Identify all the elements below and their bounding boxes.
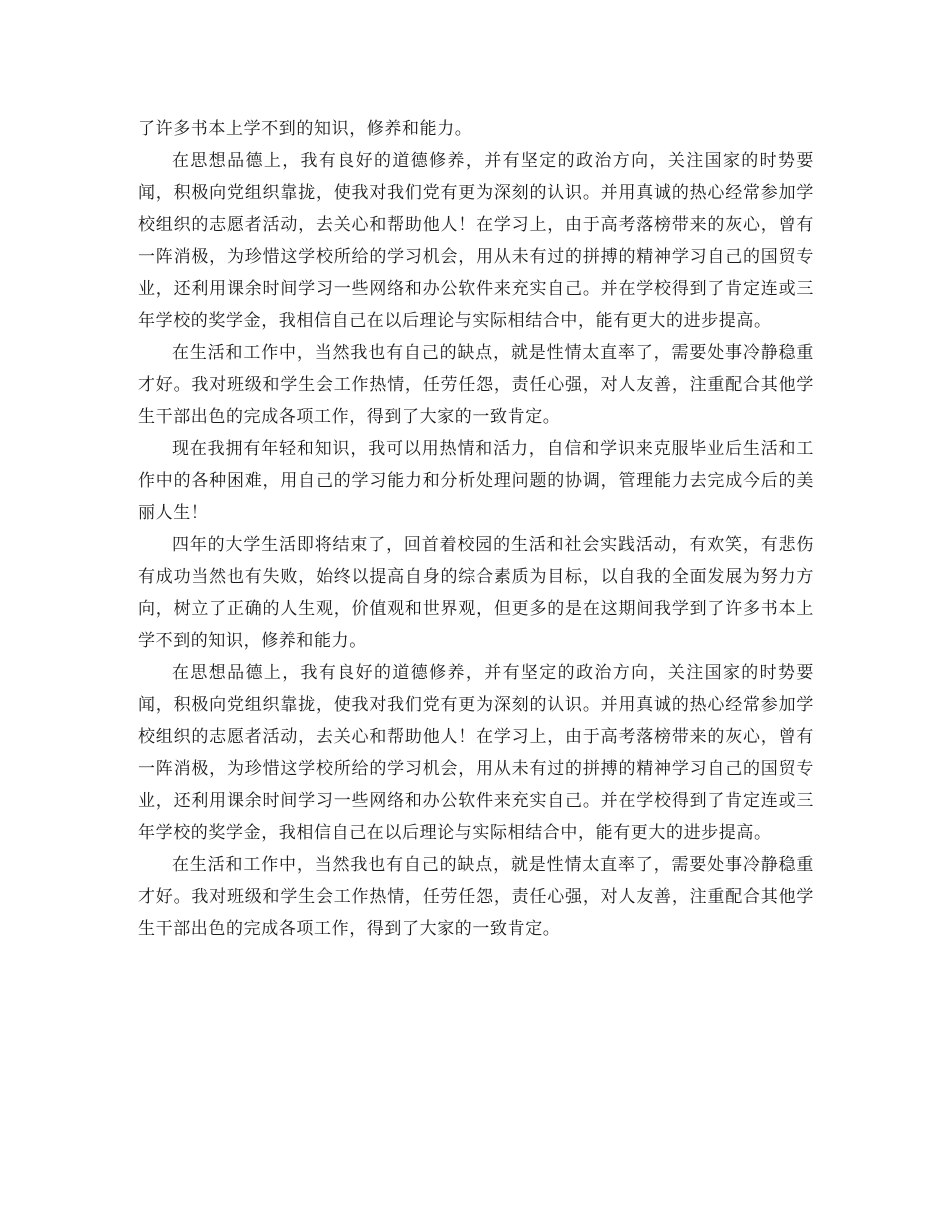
- paragraph-moral-study-repeat: 在思想品德上，我有良好的道德修养，并有坚定的政治方向，关注国家的时势要闻，积极向党组织靠拢，使我对我们党有更为深刻的认识。并用真诚的热心经常参加学校组织的志愿者活动，去关心和帮助他人！在学习上，由于高考落榜带来的灰心，曾有一阵消极，为珍惜这学校所给的学习机会，用从未有过的拼搏的精神学习自己的国贸专业，还利用课余时间学习一些网络和办公软件来充实自己。并在学校得到了肯定连或三年学校的奖学金，我相信自己在以后理论与实际相结合中，能有更大的进步提高。: [138, 663, 814, 843]
- document-body: [138, 113, 814, 945]
- paragraph-future: 现在我拥有年轻和知识，我可以用热情和活力，自信和学识来克服毕业后生活和工作中的各种困难，用自己的学习能力和分析处理问题的协调，管理能力去完成今后的美丽人生！: [138, 439, 814, 523]
- paragraph-continuation: 了许多书本上学不到的知识，修养和能力。: [138, 119, 473, 139]
- paragraph-university-summary: 四年的大学生活即将结束了，回首着校园的生活和社会实践活动，有欢笑，有悲伤有成功当然也有失败，始终以提高自身的综合素质为目标，以自我的全面发展为努力方向，树立了正确的人生观，价值观和世界观，但更多的是在这期间我学到了许多书本上学不到的知识，修养和能力。: [138, 535, 814, 651]
- paragraph-life-work-repeat: 在生活和工作中，当然我也有自己的缺点，就是性情太直率了，需要处事冷静稳重才好。我对班级和学生会工作热情，任劳任怨，责任心强，对人友善，注重配合其他学生干部出色的完成各项工作，得到了大家的一致肯定。: [138, 855, 814, 939]
- paragraph-life-work: 在生活和工作中，当然我也有自己的缺点，就是性情太直率了，需要处事冷静稳重才好。我对班级和学生会工作热情，任劳任怨，责任心强，对人友善，注重配合其他学生干部出色的完成各项工作，得到了大家的一致肯定。: [138, 343, 814, 427]
- paragraph-moral-study: 在思想品德上，我有良好的道德修养，并有坚定的政治方向，关注国家的时势要闻，积极向党组织靠拢，使我对我们党有更为深刻的认识。并用真诚的热心经常参加学校组织的志愿者活动，去关心和帮助他人！在学习上，由于高考落榜带来的灰心，曾有一阵消极，为珍惜这学校所给的学习机会，用从未有过的拼搏的精神学习自己的国贸专业，还利用课余时间学习一些网络和办公软件来充实自己。并在学校得到了肯定连或三年学校的奖学金，我相信自己在以后理论与实际相结合中，能有更大的进步提高。: [138, 151, 814, 331]
